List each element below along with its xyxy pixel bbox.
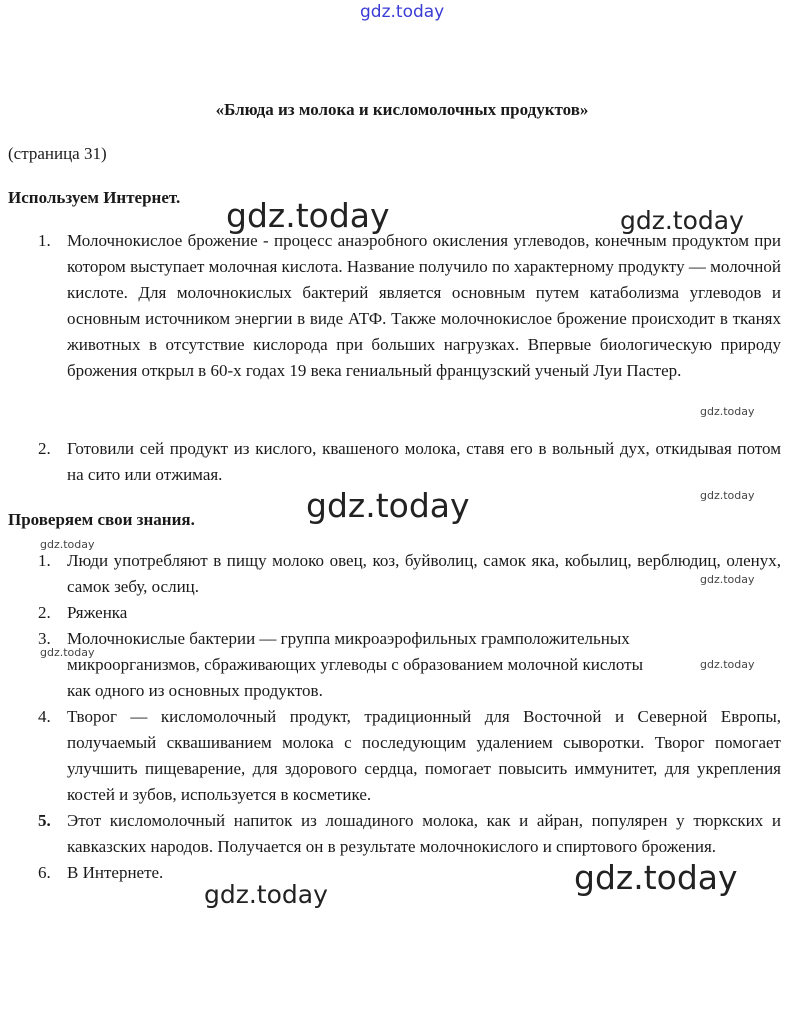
watermark: gdz.today bbox=[226, 196, 390, 235]
item-number: 2. bbox=[38, 439, 51, 458]
list-item bbox=[0, 436, 781, 488]
item-text: Творог — кисломолочный продукт, традиционный для Восточной и Северной Европы, получаемый сквашиванием молока с последующим удалением сыворотки. Творог помогает улучшить пищеварение, для здорового сердца, помогает повысить иммунитет, для укрепления костей и зубов, используется в косметике. bbox=[67, 707, 781, 804]
watermark: gdz.today bbox=[204, 880, 328, 909]
watermark: gdz.today bbox=[700, 658, 755, 671]
watermark: gdz.today bbox=[40, 538, 95, 551]
item-number: 4. bbox=[38, 707, 51, 726]
list-item bbox=[0, 228, 781, 436]
list-item bbox=[0, 600, 781, 626]
section-heading-internet: Используем Интернет. bbox=[8, 188, 181, 207]
knowledge-answers-list bbox=[0, 548, 781, 886]
item-text: В Интернете. bbox=[67, 863, 164, 882]
list-item bbox=[0, 808, 781, 860]
item-number: 6. bbox=[38, 863, 51, 882]
list-item bbox=[0, 626, 657, 704]
list-item bbox=[0, 548, 781, 600]
watermark: gdz.today bbox=[40, 646, 95, 659]
watermark: gdz.today bbox=[620, 206, 744, 235]
item-text: Люди употребляют в пищу молоко овец, коз, буйволиц, самок яка, кобылиц, верблюдиц, оленух, самок зебу, ослиц. bbox=[67, 551, 781, 596]
item-number: 3. bbox=[38, 629, 51, 648]
item-text: Молочнокислое брожение - процесс анаэробного окисления углеводов, конечным продуктом при котором выступает молочная кислота. Название получило по характерному продукту — молочной кислоте. Для молочнокислых бактерий является основным путем катаболизма углеводов и основным источником энергии в виде АТФ. Также молочнокислое брожение происходит в тканях животных в отсутствие кислорода при больших нагрузках. Впервые биологическую природу брожения открыл в 60-х годах 19 века гениальный французский ученый Луи Пастер. bbox=[67, 231, 781, 380]
item-number: 2. bbox=[38, 603, 51, 622]
watermark: gdz.today bbox=[574, 858, 738, 897]
item-text: Этот кисломолочный напиток из лошадиного молока, как и айран, популярен у тюркских и кавказских народов. Получается он в результате молочнокислого и спиртового брожения. bbox=[67, 811, 781, 856]
watermark: gdz.today bbox=[700, 573, 755, 586]
item-number: 5. bbox=[38, 811, 51, 830]
watermark-top: gdz.today bbox=[360, 2, 445, 22]
page-title: «Блюда из молока и кисломолочных продуктов» bbox=[215, 100, 589, 119]
item-text: Ряженка bbox=[67, 603, 128, 622]
watermark: gdz.today bbox=[700, 489, 755, 502]
watermark: gdz.today bbox=[306, 486, 470, 525]
item-text: Готовили сей продукт из кислого, квашеного молока, ставя его в вольный дух, откидывая потом на сито или отжимая. bbox=[67, 439, 781, 484]
watermark: gdz.today bbox=[700, 405, 755, 418]
page-reference: (страница 31) bbox=[8, 144, 107, 163]
item-number: 1. bbox=[38, 231, 51, 250]
list-item bbox=[0, 704, 781, 808]
internet-answers-list bbox=[0, 228, 781, 488]
item-number: 1. bbox=[38, 551, 51, 570]
item-text: Молочнокислые бактерии — группа микроаэрофильных грамположительных микроорганизмов, сбраживающих углеводы с образованием молочной кислоты как одного из основных продуктов. bbox=[67, 629, 644, 700]
section-heading-check-knowledge: Проверяем свои знания. bbox=[8, 510, 195, 529]
